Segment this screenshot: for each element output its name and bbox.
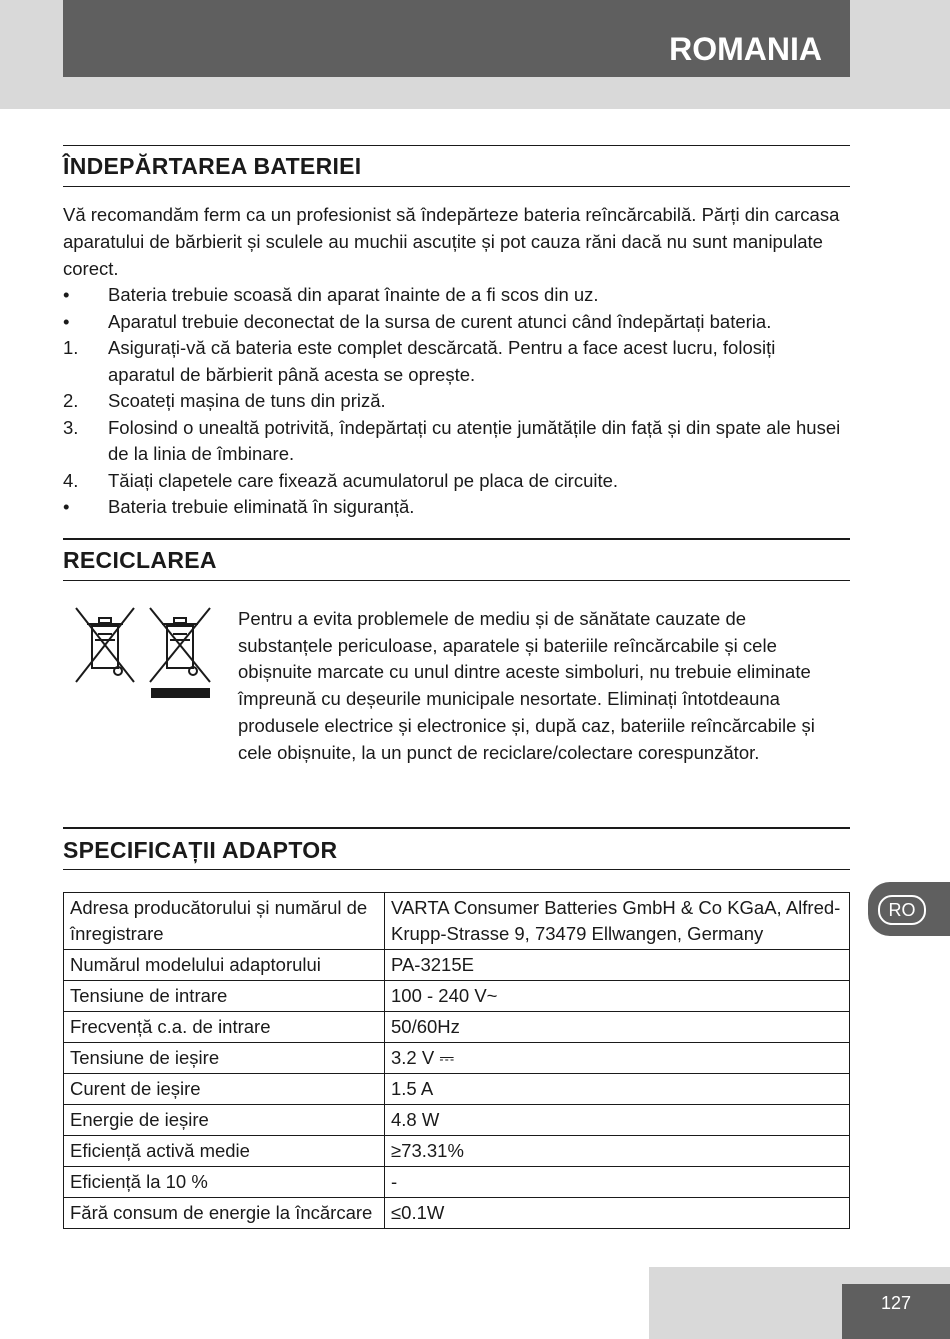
spec-value: 4.8 W [385, 1105, 850, 1136]
list-item [63, 309, 843, 336]
list-item-text: Aparatul trebuie deconectat de la sursa de curent atunci când îndepărtați bateria. [108, 310, 772, 332]
spec-label: Tensiune de ieșire [64, 1043, 385, 1074]
spec-value: ≥73.31% [385, 1136, 850, 1167]
spec-label: Adresa producătorului și numărul de înregistrare [64, 893, 385, 950]
spec-value: 3.2 V ⎓ [385, 1043, 850, 1074]
list-item-text: Bateria trebuie scoasă din aparat înainte de a fi scos din uz. [108, 284, 599, 305]
weee-symbols [72, 604, 216, 702]
table-row [64, 1012, 850, 1043]
list-item [63, 494, 843, 521]
battery-section-title: ÎNDEPĂRTAREA BATERIEI [63, 153, 362, 179]
spec-value: VARTA Consumer Batteries GmbH & Co KGaA, Alfred-Krupp-Strasse 9, 73479 Ellwangen, Germany [385, 893, 850, 950]
spec-value: ≤0.1W [385, 1198, 850, 1229]
spec-label: Eficiență activă medie [64, 1136, 385, 1167]
list-item-text: Bateria trebuie eliminată în siguranță. [108, 496, 415, 517]
list-marker: 3. [63, 416, 79, 438]
table-row [64, 1136, 850, 1167]
table-row [64, 1043, 850, 1074]
table-row [64, 1198, 850, 1229]
list-item-text: Folosind o unealtă potrivită, îndepărtați cu atenție jumătățile din față și din spate ale husei de la linia de îmbinare. [108, 416, 841, 464]
language-tab [868, 882, 950, 936]
list-marker: • [63, 496, 70, 517]
language-code-badge: RO [878, 895, 926, 925]
crossed-bin-with-bar-icon [150, 608, 210, 698]
adapter-section-title: SPECIFICAȚII ADAPTOR [63, 837, 338, 863]
list-item-text: Tăiați clapetele care fixează acumulatorul pe placa de circuite. [108, 469, 619, 491]
list-marker: 1. [63, 337, 79, 358]
spec-label: Fără consum de energie la încărcare [64, 1198, 385, 1229]
table-row [64, 1105, 850, 1136]
list-item [63, 282, 843, 309]
spec-label: Frecvență c.a. de intrare [64, 1012, 385, 1043]
recycling-text: Pentru a evita problemele de mediu și de sănătate cauzate de substanțele periculoase, aparatele și bateriile reîncărcabile și cele obișnuite marcate cu unul dintre aceste simboluri, nu trebuie eliminate împreună cu deșeurile municipale nesortate. Eliminați întotdeauna produsele electrice și electronice și, după caz, bateriile reîncărcabile și cele obișnuite, la un punct de reciclare/colectare corespunzător. [238, 608, 815, 763]
section-rule [63, 580, 850, 581]
battery-steps-list [63, 282, 843, 521]
battery-intro: Vă recomandăm ferm ca un profesionist să îndepărteze bateria reîncărcabilă. Părți din carcasa aparatului de bărbierit și sculele au muchii ascuțite și pot cauza răni dacă nu sunt manipulate corect. [63, 204, 840, 279]
list-marker: • [63, 284, 70, 305]
list-marker: 4. [63, 469, 79, 491]
section-rule [63, 827, 850, 829]
spec-label: Energie de ieșire [64, 1105, 385, 1136]
country-label: ROMANIA [63, 0, 850, 77]
spec-value: 100 - 240 V~ [385, 981, 850, 1012]
table-row [64, 981, 850, 1012]
list-item-text: Asigurați-vă că bateria este complet descărcată. Pentru a face acest lucru, folosiți aparatul de bărbierit până acesta se oprește. [108, 337, 776, 385]
spec-value: 1.5 A [385, 1074, 850, 1105]
section-rule [63, 538, 850, 540]
list-item [63, 335, 843, 388]
spec-label: Eficiență la 10 % [64, 1167, 385, 1198]
section-rule [63, 145, 850, 146]
list-item [63, 468, 843, 495]
table-row [64, 1167, 850, 1198]
table-row [64, 893, 850, 950]
spec-label: Numărul modelului adaptorului [64, 950, 385, 981]
list-marker: 2. [63, 390, 79, 411]
spec-value: PA-3215E [385, 950, 850, 981]
list-item [63, 388, 843, 415]
recycling-section-title: RECICLAREA [63, 547, 217, 573]
spec-label: Tensiune de intrare [64, 981, 385, 1012]
section-rule [63, 869, 850, 870]
adapter-spec-table [63, 892, 850, 1229]
list-item [63, 415, 843, 468]
table-row [64, 950, 850, 981]
spec-value: - [385, 1167, 850, 1198]
list-item-text: Scoateți mașina de tuns din priză. [108, 390, 386, 411]
table-row [64, 1074, 850, 1105]
page-number: 127 [842, 1284, 950, 1339]
section-rule [63, 186, 850, 187]
list-marker: • [63, 310, 70, 332]
crossed-bin-icon [76, 608, 134, 682]
spec-value: 50/60Hz [385, 1012, 850, 1043]
spec-label: Curent de ieșire [64, 1074, 385, 1105]
